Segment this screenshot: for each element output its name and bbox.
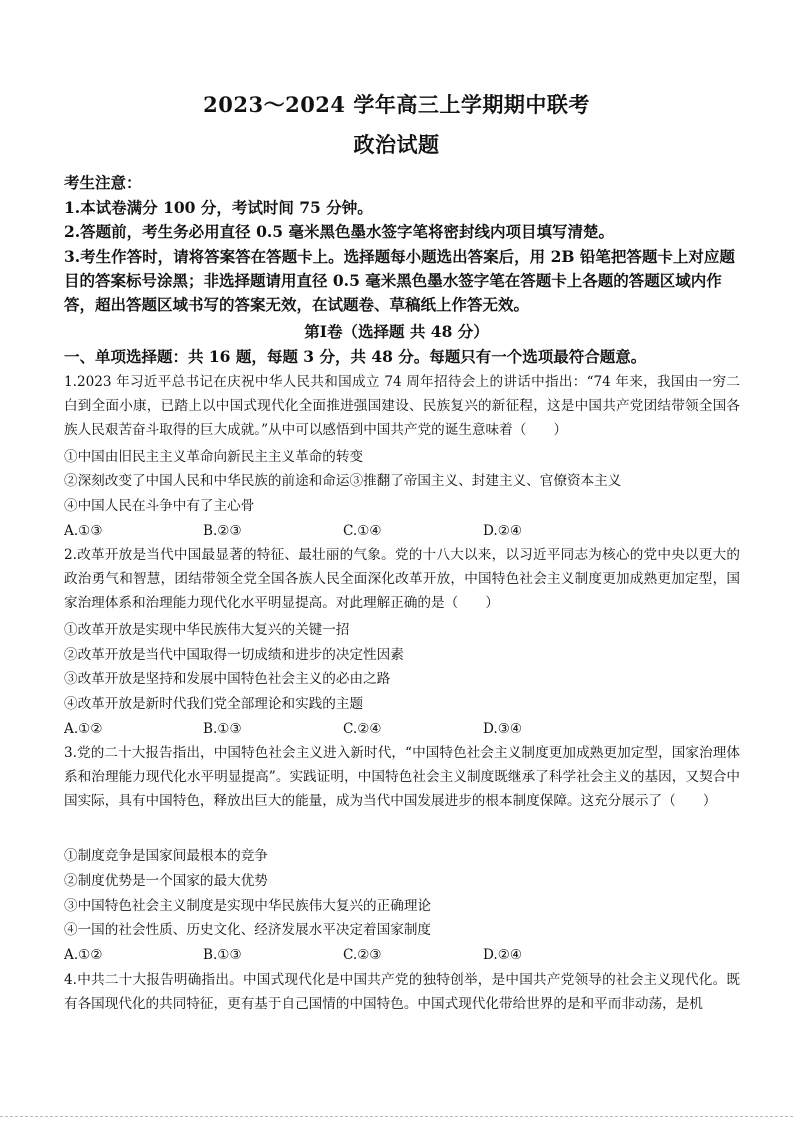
- question-2-option: ①改革开放是实现中华民族伟大复兴的关键一招: [64, 622, 350, 638]
- choice-a: A.①③: [64, 523, 103, 539]
- question-3-option: ③中国特色社会主义制度是实现中华民族伟大复兴的正确理论: [64, 898, 432, 914]
- notice-item-2: 2.答题前，考生务必用直径 0.5 毫米黑色墨水签字笔将密封线内项目填写清楚。: [64, 222, 614, 241]
- question-3-option: ④一国的社会性质、历史文化、经济发展水平决定着国家制度: [64, 922, 432, 938]
- choice-c: C.②③: [343, 947, 382, 963]
- question-2-option: ②改革开放是当代中国取得一切成绩和进步的决定性因素: [64, 647, 404, 663]
- choice-c: C.②④: [343, 721, 382, 737]
- choice-d: D.②④: [483, 523, 523, 539]
- question-1-option: ④中国人民在斗争中有了主心骨: [64, 498, 255, 514]
- exam-title: 2023～2024 学年高三上学期期中联考: [203, 92, 590, 117]
- question-1-stem: 1.2023 年习近平总书记在庆祝中华人民共和国成立 74 周年招待会上的讲话中指出：“74 年来，我国由一穷二白到全面小康，已踏上以中国式现代化全面推进强国建设、民族复兴的新征程，这是中国共产党团结带领全国各族人民艰苦奋斗取得的巨大成就。”从中可以感悟到中国共产党的诞生意味着（ ）: [64, 374, 740, 439]
- choice-a: A.①②: [64, 947, 103, 963]
- question-1-option: ①中国由旧民主主义革命向新民主主义革命的转变: [64, 449, 364, 465]
- choice-b: B.①③: [203, 721, 242, 737]
- choice-d: D.③④: [483, 721, 523, 737]
- page-bottom-divider: [0, 1116, 793, 1117]
- choice-a: A.①②: [64, 721, 103, 737]
- question-3-option: ①制度竞争是国家间最根本的竞争: [64, 848, 268, 864]
- notice-label: 考生注意：: [64, 173, 142, 192]
- choice-b: B.②③: [203, 523, 242, 539]
- question-2-choices: [64, 717, 744, 741]
- question-2-option: ④改革开放是新时代我们党全部理论和实践的主题: [64, 696, 364, 712]
- question-1-option: ②深刻改变了中国人民和中华民族的前途和命运③推翻了帝国主义、封建主义、官僚资本主义: [64, 473, 622, 489]
- choice-b: B.①③: [203, 947, 242, 963]
- notice-item-3: 3.考生作答时，请将答案答在答题卡上。选择题每小题选出答案后，用 2B 铅笔把答题卡上对应题目的答案标号涂黑；非选择题请用直径 0.5 毫米黑色墨水签字笔在答题卡上各题的答题区域内作答，超出答题区域书写的答案无效，在试题卷、草稿纸上作答无效。: [64, 247, 735, 314]
- choice-c: C.①④: [343, 523, 382, 539]
- question-2-stem: 2.改革开放是当代中国最显著的特征、最壮丽的气象。党的十八大以来，以习近平同志为核心的党中央以更大的政治勇气和智慧，团结带领全党全国各族人民全面深化改革开放，中国特色社会主义制度更加成熟更加定型，国家治理体系和治理能力现代化水平明显提高。对此理解正确的是（ ）: [64, 547, 740, 612]
- question-2-option: ③改革开放是坚持和发展中国特色社会主义的必由之路: [64, 671, 391, 687]
- question-4-stem: 4.中共二十大报告明确指出。中国式现代化是中国共产党的独特创举，是中国共产党领导的社会主义现代化。既有各国现代化的共同特征，更有基于自己国情的中国特色。中国式现代化带给世界的是和平而非动荡，是机: [64, 972, 740, 1013]
- question-3-option: ②制度优势是一个国家的最大优势: [64, 873, 268, 889]
- question-1-choices: [64, 519, 744, 543]
- section-heading: 一、单项选择题：共 16 题，每题 3 分，共 48 分。每题只有一个选项最符合题意。: [64, 347, 647, 366]
- exam-subject: 政治试题: [353, 132, 440, 157]
- question-3-stem: 3.党的二十大报告指出，中国特色社会主义进入新时代，“中国特色社会主义制度更加成熟更加定型，国家治理体系和治理能力现代化水平明显提高”。实践证明，中国特色社会主义制度既继承了科学社会主义的基因，又契合中国实际，具有中国特色，释放出巨大的能量，成为当代中国发展进步的根本制度保障。这充分展示了（ ）: [64, 745, 740, 810]
- choice-d: D.②④: [483, 947, 523, 963]
- part1-title: 第Ⅰ卷（选择题 共 48 分）: [304, 322, 489, 341]
- notice-item-1: 1.本试卷满分 100 分，考试时间 75 分钟。: [64, 198, 373, 217]
- question-3-choices: [64, 943, 744, 967]
